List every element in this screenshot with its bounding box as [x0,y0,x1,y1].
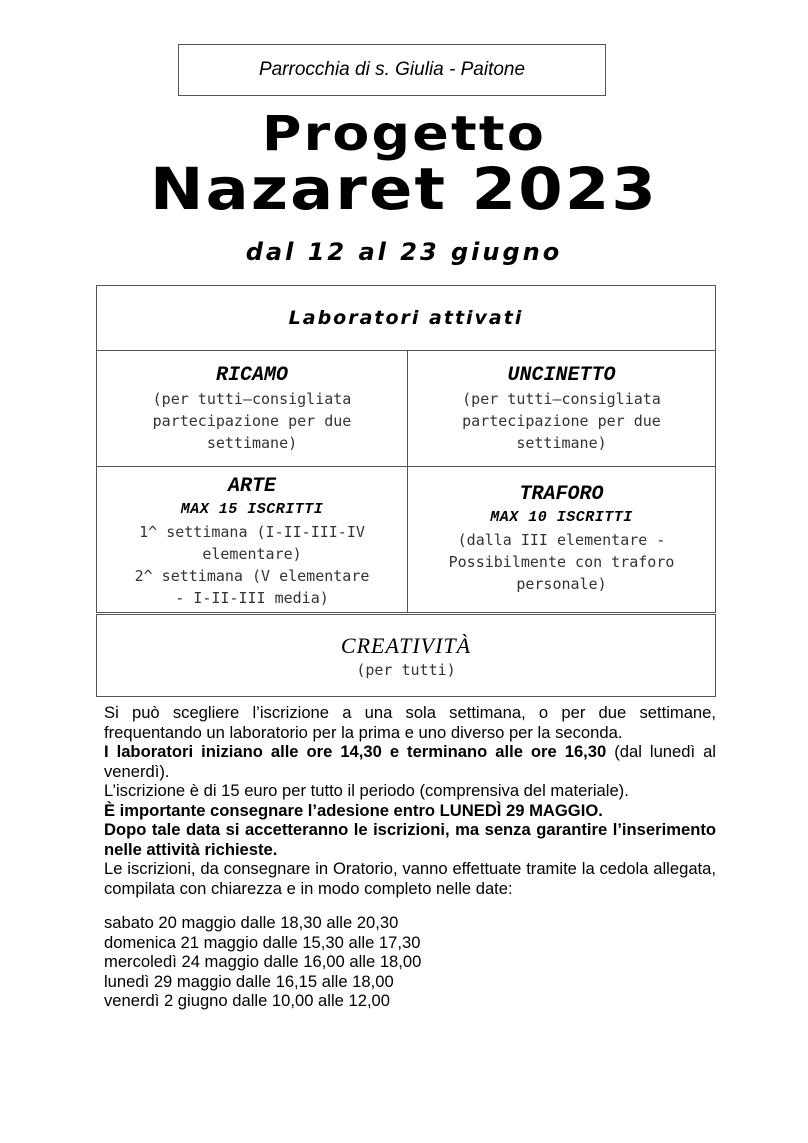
schedule-item: lunedì 29 maggio dalle 16,15 alle 18,00 [104,971,394,991]
info-paragraph: Le iscrizioni, da consegnare in Oratorio, vanno effettuate tramite la cedola allegata, compilata con chiarezza e in modo completo nelle date: [104,859,716,898]
schedule-list [104,913,421,1011]
lab-arte-line: - I-II-III media) [175,589,329,607]
lab-arte-name: ARTE [227,475,276,498]
parish-name: Parrocchia di s. Giulia - Paitone [258,59,526,80]
info-paragraph [104,742,716,781]
labs-table [96,285,716,613]
lab-arte [97,467,408,612]
lab-ricamo-line: settimane) [206,434,298,452]
lab-traforo-capacity: MAX 10 ISCRITTI [490,509,633,526]
schedule-item: sabato 20 maggio dalle 18,30 alle 20,30 [104,913,399,932]
title-line-1: Progetto [261,106,547,162]
info-paragraph: Si può scegliere l’iscrizione a una sola settimana, o per due settimane, frequentando un laboratorio per la prima e uno diverso per la seconda. [104,703,716,742]
lab-arte-line: 1^ settimana (I-II-III-IV [139,523,365,541]
info-hours: I laboratori iniziano alle ore 14,30 e terminano alle ore 16,30 [104,742,607,761]
lab-uncinetto-line: (per tutti—consigliata [462,390,661,408]
lab-ricamo-name: RICAMO [215,364,288,387]
lab-creativita [96,614,716,697]
lab-arte-line: 2^ settimana (V elementare [134,567,370,585]
schedule-item: venerdì 2 giugno dalle 10,00 alle 12,00 [104,991,391,1010]
schedule-item: domenica 21 maggio dalle 15,30 alle 17,30 [104,932,421,952]
lab-ricamo-line: (per tutti—consigliata [152,390,352,408]
lab-ricamo-line: partecipazione per due [152,412,352,430]
lab-uncinetto-name: UNCINETTO [507,364,616,387]
dates-subtitle: dal 12 al 23 giugno [245,238,563,266]
lab-traforo [408,467,715,612]
labs-heading: Laboratori attivati [97,286,715,351]
lab-creativita-line: (per tutti) [356,661,456,679]
lab-traforo-line: (dalla III elementare - [457,531,666,549]
lab-traforo-name: TRAFORO [519,483,604,506]
lab-arte-capacity: MAX 15 ISCRITTI [180,501,324,518]
lab-uncinetto-line: partecipazione per due [462,412,661,430]
info-paragraph: L’iscrizione è di 15 euro per tutto il periodo (comprensiva del materiale). [104,781,629,800]
lab-traforo-line: personale) [516,575,607,593]
lab-uncinetto-line: settimane) [516,434,607,452]
info-late-note: Dopo tale data si accetteranno le iscrizioni, ma senza garantire l’inserimento nelle attività richieste. [104,820,716,859]
parish-header-box [178,44,606,96]
schedule-item: mercoledì 24 maggio dalle 16,00 alle 18,00 [104,952,422,971]
title-line-2: Nazaret 2023 [149,155,659,223]
lab-traforo-line: Possibilmente con traforo [448,553,675,571]
lab-uncinetto [408,350,715,467]
info-deadline: È importante consegnare l’adesione entro LUNEDÌ 29 MAGGIO. [104,800,603,820]
lab-creativita-name: CREATIVITÀ [340,633,472,658]
lab-ricamo [97,350,408,467]
info-hours-note: (dal lunedì al venerdì). [104,742,716,781]
info-text [104,703,716,898]
lab-arte-line: elementare) [202,545,302,563]
